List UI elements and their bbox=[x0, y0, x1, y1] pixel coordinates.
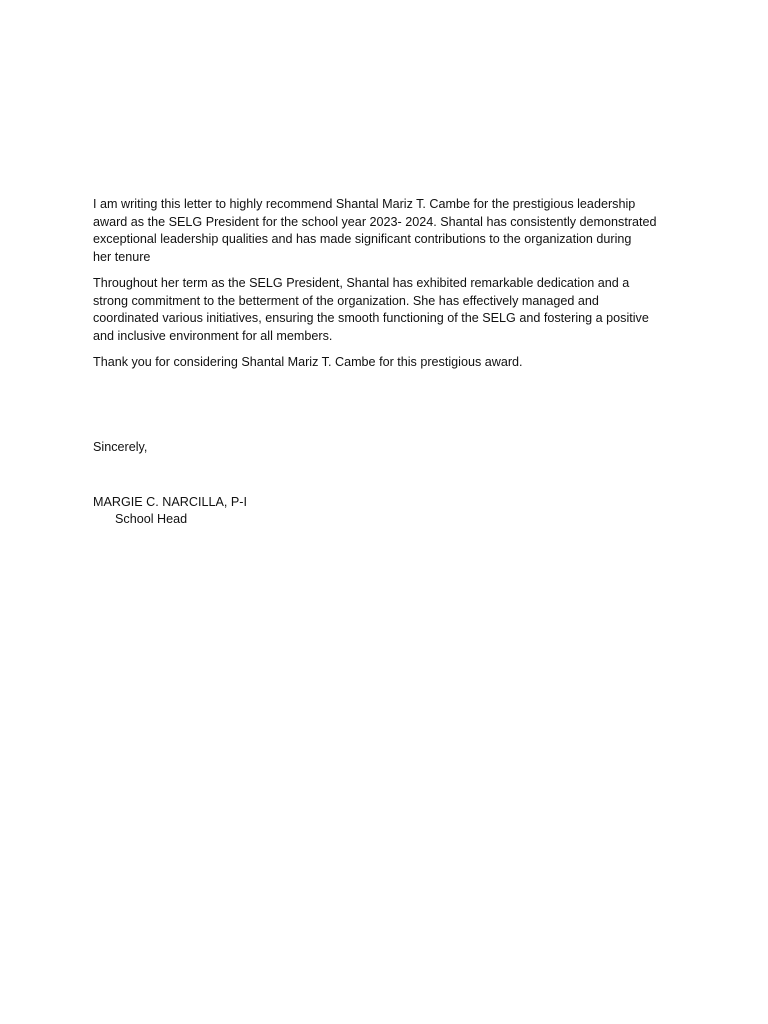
paragraph-line: and inclusive environment for all members. bbox=[93, 328, 333, 343]
paragraph-line: Throughout her term as the SELG President, Shantal has exhibited remarkable dedication and a bbox=[93, 276, 630, 290]
paragraph-recommendation bbox=[93, 196, 678, 266]
paragraph-term-details bbox=[93, 275, 678, 345]
signatory-name: MARGIE C. NARCILLA, P-I bbox=[93, 495, 247, 509]
signature-block bbox=[93, 494, 247, 528]
letter-body bbox=[93, 196, 678, 381]
paragraph-line: strong commitment to the betterment of the organization. She has effectively managed and bbox=[93, 293, 599, 308]
closing-salutation: Sincerely, bbox=[93, 440, 148, 454]
paragraph-line: coordinated various initiatives, ensuring the smooth functioning of the SELG and fostering a positive bbox=[93, 311, 649, 325]
signatory-title: School Head bbox=[115, 512, 188, 526]
paragraph-line: award as the SELG President for the school year 2023- 2024. Shantal has consistently demonstrated bbox=[93, 214, 657, 229]
paragraph-line: I am writing this letter to highly recommend Shantal Mariz T. Cambe for the prestigious leadership bbox=[93, 197, 636, 211]
paragraph-line: Thank you for considering Shantal Mariz T. Cambe for this prestigious award. bbox=[93, 355, 523, 369]
paragraph-thanks bbox=[93, 354, 678, 372]
paragraph-line: her tenure bbox=[93, 249, 151, 264]
paragraph-line: exceptional leadership qualities and has made significant contributions to the organization during bbox=[93, 232, 632, 246]
